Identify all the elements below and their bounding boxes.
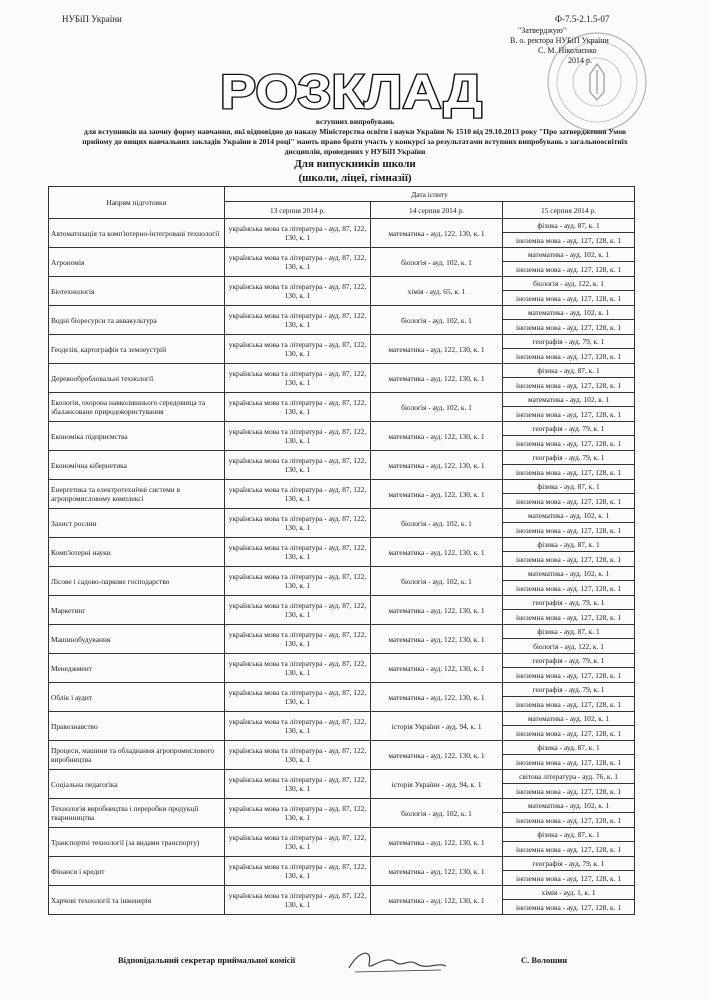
exam-aug14-cell: математика - ауд. 122, 130, к. 1	[371, 857, 503, 886]
exam-aug15-first-cell: математика - ауд. 102, к. 1	[503, 712, 635, 726]
direction-cell: Геодезія, картографія та землеустрій	[49, 335, 225, 364]
table-row	[49, 248, 635, 262]
direction-cell: Екологія, охорона навколишнього середовища та збалансоване природокористування	[49, 393, 225, 422]
direction-cell: Машинобудування	[49, 625, 225, 654]
table-row	[49, 364, 635, 378]
exam-aug13-cell: українська мова та література - ауд. 87, 122, 130, к. 1	[225, 857, 371, 886]
table-row	[49, 306, 635, 320]
approval-line-3: С. М. Ніколаєнко	[538, 46, 597, 55]
exam-aug13-cell: українська мова та література - ауд. 87, 122, 130, к. 1	[225, 741, 371, 770]
header-exam-date: Дата іспиту	[225, 187, 635, 202]
exam-aug15-second-cell: іноземна мова - ауд. 127, 128, к. 1	[503, 378, 635, 393]
exam-aug14-cell: математика - ауд. 122, 130, к. 1	[371, 625, 503, 654]
exam-aug15-first-cell: географія - ауд. 79, к. 1	[503, 451, 635, 465]
exam-aug14-cell: математика - ауд. 122, 130, к. 1	[371, 886, 503, 915]
direction-cell: Автоматизація та комп'ютерно-інтегровані технології	[49, 219, 225, 248]
exam-aug15-second-cell: іноземна мова - ауд. 127, 128, к. 1	[503, 262, 635, 277]
exam-aug14-cell: біологія - ауд. 102, к. 1	[371, 393, 503, 422]
exam-aug13-cell: українська мова та література - ауд. 87, 122, 130, к. 1	[225, 799, 371, 828]
exam-aug13-cell: українська мова та література - ауд. 87, 122, 130, к. 1	[225, 422, 371, 451]
direction-cell: Процеси, машини та обладнання агропромислового виробництва	[49, 741, 225, 770]
direction-cell: Комп'ютерні науки	[49, 538, 225, 567]
table-row	[49, 741, 635, 755]
exam-schedule-table	[48, 186, 635, 915]
table-row	[49, 625, 635, 639]
table-row	[49, 857, 635, 871]
header-direction: Напрям підготовки	[49, 187, 225, 219]
exam-aug13-cell: українська мова та література - ауд. 87, 122, 130, к. 1	[225, 625, 371, 654]
table-row	[49, 567, 635, 581]
direction-cell: Економічна кібернетика	[49, 451, 225, 480]
exam-aug15-second-cell: іноземна мова - ауд. 127, 128, к. 1	[503, 668, 635, 683]
subtitle-line-1: Для випускників школи	[294, 158, 416, 170]
exam-aug15-first-cell: географія - ауд. 79, к. 1	[503, 422, 635, 436]
table-row	[49, 683, 635, 697]
exam-aug15-first-cell: фізика - ауд. 87, к. 1	[503, 480, 635, 494]
exam-aug13-cell: українська мова та література - ауд. 87, 122, 130, к. 1	[225, 683, 371, 712]
exam-aug15-second-cell: іноземна мова - ауд. 127, 128, к. 1	[503, 291, 635, 306]
exam-aug13-cell: українська мова та література - ауд. 87, 122, 130, к. 1	[225, 712, 371, 741]
exam-aug15-second-cell: іноземна мова - ауд. 127, 128, к. 1	[503, 233, 635, 248]
intro-line-3: прийому до вищих навчальних закладів України в 2014 році" мають право брати участь у конкурсі за результатами вступних випробувань з загальноосвітніх	[82, 137, 628, 146]
exam-aug15-second-cell: іноземна мова - ауд. 127, 128, к. 1	[503, 320, 635, 335]
table-row	[49, 277, 635, 291]
exam-aug14-cell: математика - ауд. 122, 130, к. 1	[371, 451, 503, 480]
exam-aug15-first-cell: математика - ауд. 102, к. 1	[503, 567, 635, 581]
direction-cell: Агрономія	[49, 248, 225, 277]
table-row	[49, 770, 635, 784]
exam-aug14-cell: біологія - ауд. 102, к. 1	[371, 567, 503, 596]
exam-aug14-cell: математика - ауд. 122, 130, к. 1	[371, 480, 503, 509]
table-row	[49, 451, 635, 465]
exam-aug13-cell: українська мова та література - ауд. 87, 122, 130, к. 1	[225, 219, 371, 248]
direction-cell: Водні біоресурси та аквакультура	[49, 306, 225, 335]
footer-name: С. Волошин	[521, 955, 568, 965]
exam-aug15-second-cell: іноземна мова - ауд. 127, 128, к. 1	[503, 552, 635, 567]
schedule-body	[49, 219, 635, 915]
exam-aug15-second-cell: іноземна мова - ауд. 127, 128, к. 1	[503, 465, 635, 480]
direction-cell: Економіка підприємства	[49, 422, 225, 451]
exam-aug15-first-cell: хімія - ауд. 1, к. 1	[503, 886, 635, 900]
exam-aug13-cell: українська мова та література - ауд. 87, 122, 130, к. 1	[225, 393, 371, 422]
exam-aug13-cell: українська мова та література - ауд. 87, 122, 130, к. 1	[225, 248, 371, 277]
exam-aug14-cell: біологія - ауд. 102, к. 1	[371, 799, 503, 828]
direction-cell: Правознавство	[49, 712, 225, 741]
exam-aug15-second-cell: іноземна мова - ауд. 127, 128, к. 1	[503, 784, 635, 799]
direction-cell: Технологія виробництва і переробки продукції тваринництва	[49, 799, 225, 828]
intro-line-1: вступних випробувань	[315, 117, 395, 126]
exam-aug13-cell: українська мова та література - ауд. 87, 122, 130, к. 1	[225, 567, 371, 596]
table-row	[49, 480, 635, 494]
exam-aug15-first-cell: географія - ауд. 79, к. 1	[503, 654, 635, 668]
intro-line-4: дисциплін, проведених у НУБіП України	[284, 147, 426, 156]
intro-line-2: для вступників на заочну форму навчання, які відповідно до наказу Міністерства освіти і науки України № 1510 від 29.10.2013 року "Про затвердження Умов	[83, 127, 627, 136]
exam-aug14-cell: математика - ауд. 122, 130, к. 1	[371, 741, 503, 770]
exam-aug15-second-cell: іноземна мова - ауд. 127, 128, к. 1	[503, 407, 635, 422]
exam-aug14-cell: математика - ауд. 122, 130, к. 1	[371, 596, 503, 625]
exam-aug14-cell: математика - ауд. 122, 130, к. 1	[371, 335, 503, 364]
exam-aug14-cell: біологія - ауд. 102, к. 1	[371, 509, 503, 538]
exam-aug15-second-cell: іноземна мова - ауд. 127, 128, к. 1	[503, 813, 635, 828]
table-row	[49, 393, 635, 407]
exam-aug14-cell: математика - ауд. 122, 130, к. 1	[371, 219, 503, 248]
exam-aug15-second-cell: іноземна мова - ауд. 127, 128, к. 1	[503, 349, 635, 364]
exam-aug15-second-cell: іноземна мова - ауд. 127, 128, к. 1	[503, 871, 635, 886]
exam-aug15-first-cell: математика - ауд. 102, к. 1	[503, 393, 635, 407]
exam-aug15-second-cell: іноземна мова - ауд. 127, 128, к. 1	[503, 842, 635, 857]
approval-line-1: "Затверджую"	[518, 26, 567, 35]
exam-aug13-cell: українська мова та література - ауд. 87, 122, 130, к. 1	[225, 596, 371, 625]
exam-aug15-first-cell: математика - ауд. 102, к. 1	[503, 509, 635, 523]
exam-aug15-first-cell: фізика - ауд. 87, к. 1	[503, 219, 635, 233]
exam-aug13-cell: українська мова та література - ауд. 87, 122, 130, к. 1	[225, 364, 371, 393]
table-row	[49, 219, 635, 233]
direction-cell: Фінанси і кредит	[49, 857, 225, 886]
exam-aug15-first-cell: математика - ауд. 102, к. 1	[503, 248, 635, 262]
exam-aug13-cell: українська мова та література - ауд. 87, 122, 130, к. 1	[225, 451, 371, 480]
exam-aug14-cell: математика - ауд. 122, 130, к. 1	[371, 654, 503, 683]
exam-aug15-second-cell: іноземна мова - ауд. 127, 128, к. 1	[503, 610, 635, 625]
document-title-text: РОЗКЛАД	[220, 66, 482, 119]
table-row	[49, 799, 635, 813]
exam-aug13-cell: українська мова та література - ауд. 87, 122, 130, к. 1	[225, 538, 371, 567]
subtitle-line-2: (школи, ліцеї, гімназії)	[298, 172, 412, 184]
exam-aug14-cell: математика - ауд. 122, 130, к. 1	[371, 683, 503, 712]
document-title	[216, 63, 486, 119]
exam-aug15-second-cell: біологія - ауд. 122, к. 1	[503, 639, 635, 654]
approval-block	[510, 26, 609, 66]
direction-cell: Облік і аудит	[49, 683, 225, 712]
exam-aug14-cell: історія України - ауд. 94, к. 1	[371, 770, 503, 799]
exam-aug15-first-cell: фізика - ауд. 87, к. 1	[503, 625, 635, 639]
exam-aug15-first-cell: світова література - ауд. 76, к. 1	[503, 770, 635, 784]
table-row	[49, 422, 635, 436]
direction-cell: Маркетинг	[49, 596, 225, 625]
table-row	[49, 596, 635, 610]
exam-aug13-cell: українська мова та література - ауд. 87, 122, 130, к. 1	[225, 770, 371, 799]
exam-aug15-first-cell: географія - ауд. 79, к. 1	[503, 857, 635, 871]
direction-cell: Соціальна педагогіка	[49, 770, 225, 799]
exam-aug15-first-cell: математика - ауд. 102, к. 1	[503, 306, 635, 320]
exam-aug13-cell: українська мова та література - ауд. 87, 122, 130, к. 1	[225, 480, 371, 509]
exam-aug13-cell: українська мова та література - ауд. 87, 122, 130, к. 1	[225, 335, 371, 364]
exam-aug15-first-cell: біологія - ауд. 122, к. 1	[503, 277, 635, 291]
table-row	[49, 828, 635, 842]
direction-cell: Харчові технології та інженерія	[49, 886, 225, 915]
exam-aug15-first-cell: географія - ауд. 79, к. 1	[503, 683, 635, 697]
exam-aug14-cell: математика - ауд. 122, 130, к. 1	[371, 828, 503, 857]
approval-line-2: В. о. ректора НУБіП України	[510, 36, 609, 45]
exam-aug14-cell: біологія - ауд. 102, к. 1	[371, 306, 503, 335]
direction-cell: Менеджмент	[49, 654, 225, 683]
footer-label: Відповідальний секретар приймальної комісії	[118, 955, 296, 965]
exam-aug15-second-cell: іноземна мова - ауд. 127, 128, к. 1	[503, 726, 635, 741]
header-date-15: 15 серпня 2014 р.	[503, 202, 635, 219]
exam-aug13-cell: українська мова та література - ауд. 87, 122, 130, к. 1	[225, 306, 371, 335]
table-row	[49, 538, 635, 552]
direction-cell: Лісове і садово-паркове господарство	[49, 567, 225, 596]
exam-aug15-first-cell: фізика - ауд. 87, к. 1	[503, 364, 635, 378]
exam-aug14-cell: математика - ауд. 122, 130, к. 1	[371, 422, 503, 451]
direction-cell: Біотехнологія	[49, 277, 225, 306]
org-name: НУБіП України	[62, 14, 122, 24]
direction-cell: Транспортні технології (за видами транспорту)	[49, 828, 225, 857]
exam-aug15-first-cell: фізика - ауд. 87, к. 1	[503, 828, 635, 842]
direction-cell: Деревообробловальні технології	[49, 364, 225, 393]
exam-aug15-second-cell: іноземна мова - ауд. 127, 128, к. 1	[503, 581, 635, 596]
exam-aug15-first-cell: фізика - ауд. 87, к. 1	[503, 741, 635, 755]
exam-aug15-second-cell: іноземна мова - ауд. 127, 128, к. 1	[503, 523, 635, 538]
table-row	[49, 712, 635, 726]
exam-aug14-cell: математика - ауд. 122, 130, к. 1	[371, 538, 503, 567]
form-code: Ф-7.5-2.1.5-07	[555, 14, 610, 24]
exam-aug15-second-cell: іноземна мова - ауд. 127, 128, к. 1	[503, 697, 635, 712]
exam-aug13-cell: українська мова та література - ауд. 87, 122, 130, к. 1	[225, 886, 371, 915]
exam-aug14-cell: математика - ауд. 122, 130, к. 1	[371, 364, 503, 393]
direction-cell: Захист рослин	[49, 509, 225, 538]
exam-aug15-second-cell: іноземна мова - ауд. 127, 128, к. 1	[503, 436, 635, 451]
table-row	[49, 335, 635, 349]
table-row	[49, 654, 635, 668]
exam-aug13-cell: українська мова та література - ауд. 87, 122, 130, к. 1	[225, 509, 371, 538]
exam-aug13-cell: українська мова та література - ауд. 87, 122, 130, к. 1	[225, 654, 371, 683]
table-row	[49, 886, 635, 900]
direction-cell: Енергетика та електротехнічні системи в агропромисловому комплексі	[49, 480, 225, 509]
exam-aug14-cell: біологія - ауд. 102, к. 1	[371, 248, 503, 277]
signature	[345, 944, 450, 978]
exam-aug15-first-cell: географія - ауд. 79, к. 1	[503, 596, 635, 610]
exam-aug15-first-cell: математика - ауд. 102, к. 1	[503, 799, 635, 813]
approval-line-4: 2014 р.	[568, 56, 592, 65]
exam-aug15-first-cell: географія - ауд. 79, к. 1	[503, 335, 635, 349]
exam-aug15-second-cell: іноземна мова - ауд. 127, 128, к. 1	[503, 755, 635, 770]
header-date-14: 14 серпня 2014 р.	[371, 202, 503, 219]
exam-aug13-cell: українська мова та література - ауд. 87, 122, 130, к. 1	[225, 277, 371, 306]
exam-aug15-first-cell: фізика - ауд. 87, к. 1	[503, 538, 635, 552]
table-row	[49, 509, 635, 523]
exam-aug14-cell: хімія - ауд. 65, к. 1	[371, 277, 503, 306]
exam-aug15-second-cell: іноземна мова - ауд. 127, 128, к. 1	[503, 494, 635, 509]
exam-aug13-cell: українська мова та література - ауд. 87, 122, 130, к. 1	[225, 828, 371, 857]
exam-aug15-second-cell: іноземна мова - ауд. 127, 128, к. 1	[503, 900, 635, 915]
header-date-13: 13 серпня 2014 р.	[225, 202, 371, 219]
exam-aug14-cell: історія України - ауд. 94, к. 1	[371, 712, 503, 741]
